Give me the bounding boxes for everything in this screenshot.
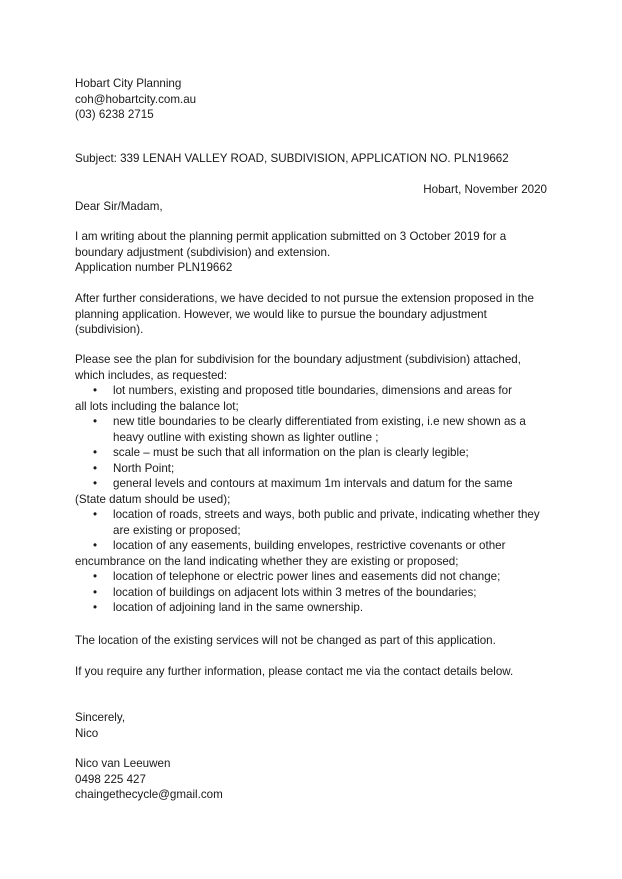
sender-email: chaingethecycle@gmail.com [75,788,223,801]
list-item [75,414,550,445]
paragraph-line: If you require any further information, please contact me via the contact details below. [75,665,514,678]
list-item [75,585,550,601]
list-item-text: location of buildings on adjacent lots within 3 metres of the boundaries; [113,585,477,599]
list-item [75,507,550,538]
list-item [75,538,550,569]
list-item-text: lot numbers, existing and proposed title boundaries, dimensions and areas for [113,384,512,397]
salutation-text: Dear Sir/Madam, [75,200,163,213]
place-date: Hobart, November 2020 [423,183,547,196]
sender-phone: 0498 225 427 [75,772,146,786]
list-item-text: location of roads, streets and ways, both public and private, indicating whether they [113,508,540,521]
list-item-text: scale – must be such that all information on the plan is clearly legible; [113,446,469,459]
list-item-text: location of telephone or electric power lines and easements did not change; [113,570,501,583]
paragraph-line: boundary adjustment (subdivision) and extension. [75,245,331,259]
list-item-text: North Point; [113,461,175,475]
paragraph-line: Please see the plan for subdivision for the boundary adjustment (subdivision) attached, [75,353,521,366]
list-item-text: location of any easements, building envelopes, restrictive covenants or other [113,539,506,552]
list-item-continuation: encumbrance on the land indicating whether they are existing or proposed; [75,554,459,568]
list-item [75,600,550,616]
paragraph-line: After further considerations, we have decided to not pursue the extension proposed in the [75,292,534,305]
paragraph-line: Application number PLN19662 [75,261,233,274]
paragraph-plan-intro [75,352,550,383]
paragraph-line: (subdivision). [75,323,144,336]
recipient-name: Hobart City Planning [75,77,182,90]
signature: Nico [75,726,99,740]
subject-text: Subject: 339 LENAH VALLEY ROAD, SUBDIVISION, APPLICATION NO. PLN19662 [75,152,509,165]
list-item [75,383,550,414]
paragraph-contact [75,664,550,680]
list-item [75,445,550,461]
salutation [75,199,550,215]
closing-block [75,710,550,741]
sender-block [75,756,550,803]
paragraph-line: The location of the existing services will not be changed as part of this application. [75,634,496,647]
list-item-continuation: heavy outline with existing shown as lighter outline ; [113,430,379,444]
list-item-text: location of adjoining land in the same ownership. [113,601,364,614]
list-item-continuation: (State datum should be used); [75,492,231,506]
list-item-text: new title boundaries to be clearly differentiated from existing, i.e new shown as a [113,415,526,428]
recipient-phone: (03) 6238 2715 [75,108,154,121]
paragraph-application [75,229,550,276]
paragraph-line: which includes, as requested: [75,368,228,382]
paragraph-services [75,633,550,649]
paragraph-line: planning application. However, we would like to pursue the boundary adjustment [75,307,487,321]
list-item-continuation: are existing or proposed; [113,523,241,537]
recipient-block [75,76,550,123]
paragraph-considerations [75,291,550,338]
subject-line [75,151,550,167]
sender-name: Nico van Leeuwen [75,757,171,770]
list-item-text: general levels and contours at maximum 1m intervals and datum for the same [113,477,513,490]
recipient-email: coh@hobartcity.com.au [75,92,197,106]
list-item [75,569,550,585]
list-item-continuation: all lots including the balance lot; [75,399,239,413]
valediction: Sincerely, [75,711,126,724]
paragraph-line: I am writing about the planning permit application submitted on 3 October 2019 for a [75,230,507,243]
list-item [75,461,550,477]
list-item [75,476,550,507]
requirements-list [75,383,550,616]
